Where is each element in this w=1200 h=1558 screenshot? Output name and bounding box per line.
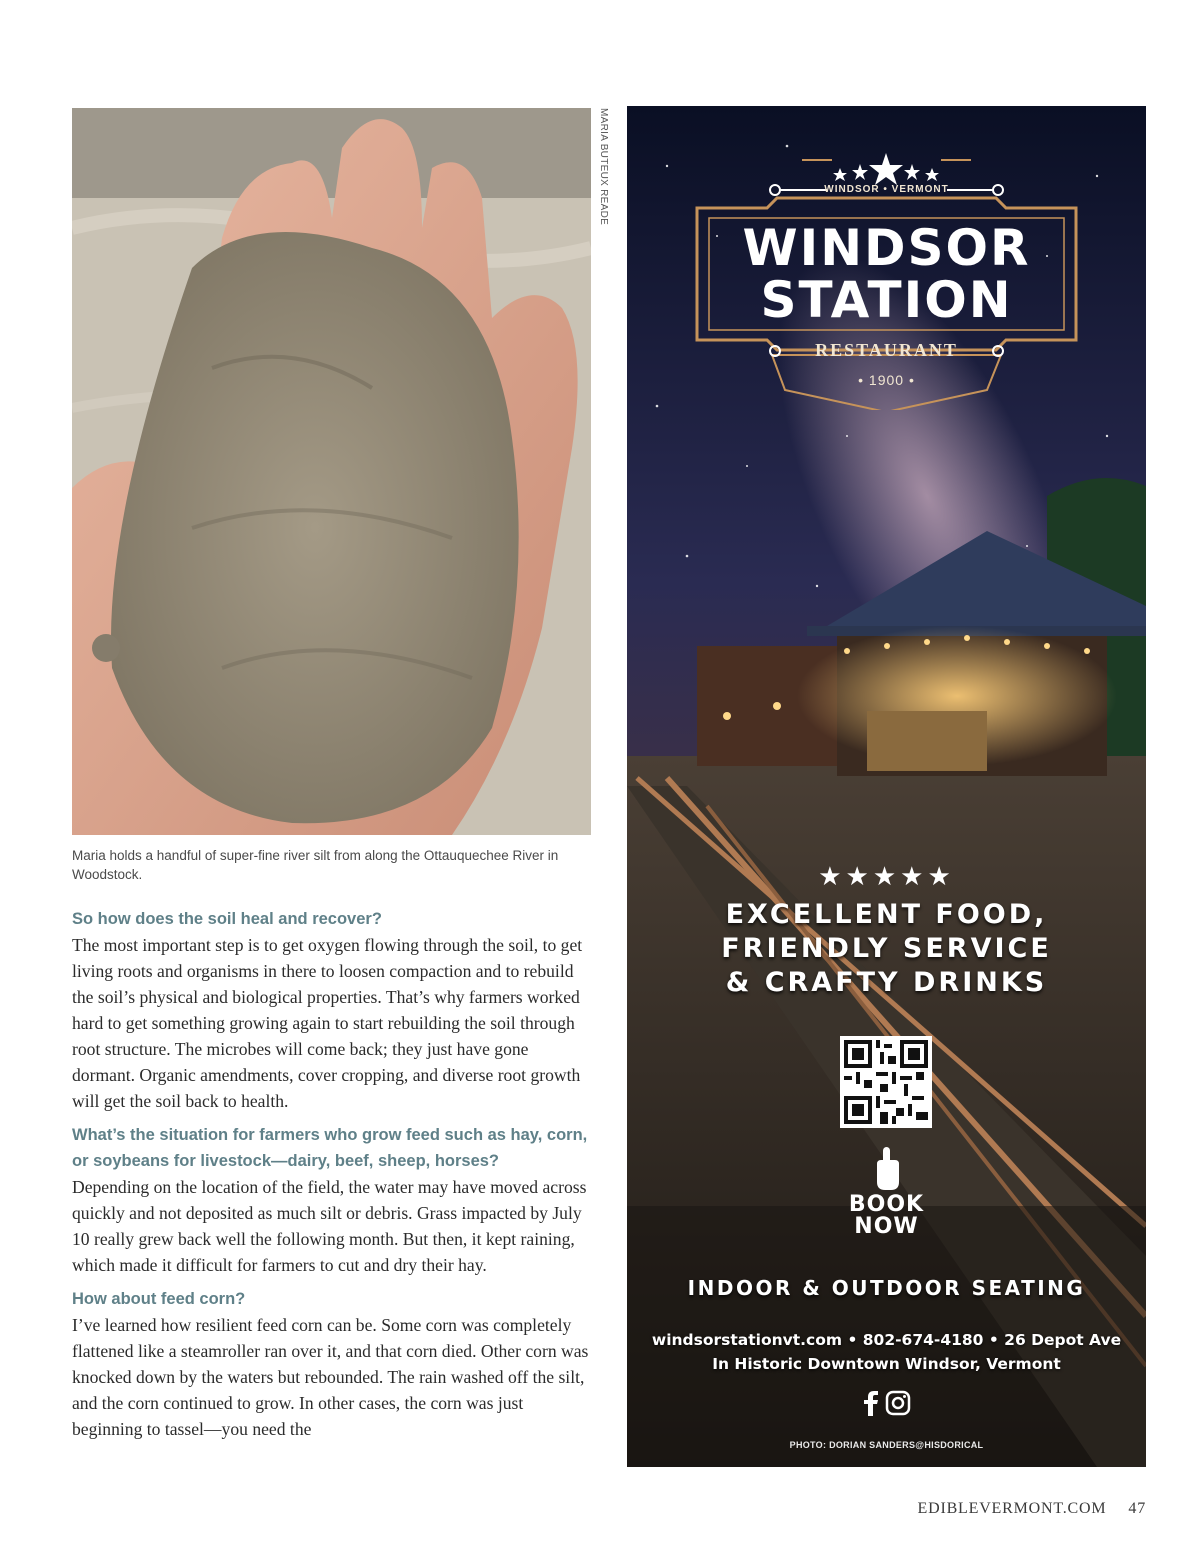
qr-code[interactable] [840,1036,932,1128]
section-heading: So how does the soil heal and recover? [72,910,382,928]
soil-photo [72,108,591,835]
facebook-icon[interactable] [861,1390,881,1416]
seating-banner: INDOOR & OUTDOOR SEATING [687,1276,1086,1300]
section-body: Depending on the location of the field, the water may have moved across quickly and not deposited as much silt or debris. Grass impacted by July 10 really grew back well the following month. But then, it kept raining, which made it difficult for farmers to cut and dry their hay. [72,1177,587,1275]
page-footer [918,1500,1146,1518]
windsor-station-logo [627,150,1146,410]
contact-line: In Historic Downtown Windsor, Vermont [712,1355,1061,1373]
logo-title [627,219,1146,329]
social-links [861,1390,911,1416]
logo-title-line2: STATION [760,271,1013,329]
section-body: The most important step is to get oxygen flowing through the soil, to get living roots and organisms in there to loosen compaction and to rebuild the soil’s physical and biological properties. That’s why farmers worked hard to get something growing again to start rebuilding the soil through root structure. The microbes will come back; they just have gone dormant. Organic amendments, cover cropping, and diverse root growth will get the soil back to health. [72,935,583,1111]
tagline-line: EXCELLENT FOOD, [725,899,1048,930]
instagram-icon[interactable] [885,1390,911,1416]
site-name: EDIBLEVERMONT.COM [917,1500,1107,1517]
photo-credit: MARIA BUTEUX READE [598,108,609,226]
book-now-label: NOW [854,1214,919,1239]
tagline-line: FRIENDLY SERVICE [721,933,1052,964]
logo-location: WINDSOR • VERMONT [824,184,949,195]
section-heading: What’s the situation for farmers who grow feed such as hay, corn, or soybeans for livestock—dairy, beef, sheep, horses? [72,1126,588,1170]
pointing-hand-icon [873,1146,901,1192]
ad-photo-credit: PHOTO: DORIAN SANDERS@HISDORICAL [789,1440,984,1450]
book-now-button[interactable] [627,1194,1146,1238]
book-now-label: BOOK [848,1192,925,1217]
windsor-station-ad[interactable] [627,106,1146,1467]
section-body: I’ve learned how resilient feed corn can be. Some corn was completely flattened like a steamroller ran over it, and that corn died. Other corn was knocked down by the waters but rebounded. The rain washed off the silt, and the corn continued to grow. In other cases, the corn was just beginning to tassel—you need the [72,1315,589,1439]
tagline-line: & CRAFTY DRINKS [725,967,1048,998]
ad-tagline [627,898,1146,1000]
rating-stars: ★★★★★ [818,862,955,892]
page-number: 47 [1128,1500,1146,1517]
logo-title-line1: WINDSOR [742,219,1031,277]
contact-info [627,1328,1146,1376]
section-heading: How about feed corn? [72,1290,246,1308]
photo-caption: Maria holds a handful of super-fine river silt from along the Ottauquechee River in Woodstock. [72,848,559,882]
article-body [72,906,594,1442]
contact-line: windsorstationvt.com • 802-674-4180 • 26 Depot Ave [651,1331,1122,1349]
logo-year: • 1900 • [858,372,915,388]
logo-subtitle: RESTAURANT [815,340,958,360]
